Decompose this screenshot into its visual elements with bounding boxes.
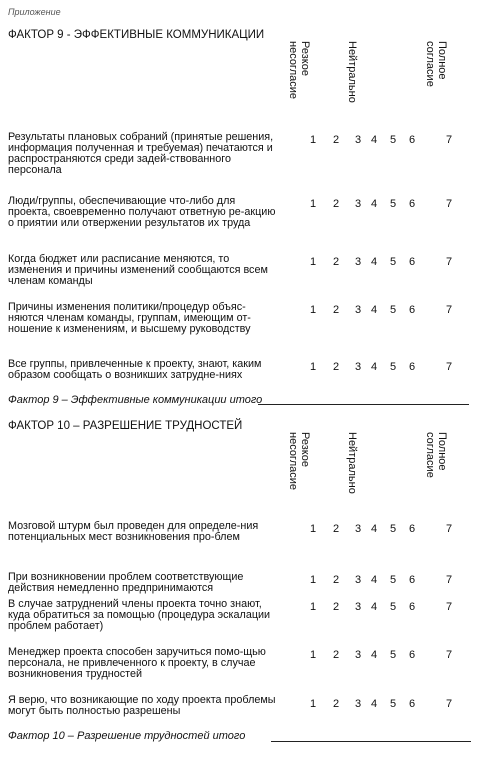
factor9-q3-scale-7[interactable]: 7 bbox=[445, 256, 453, 268]
factor9-q5-scale-2[interactable]: 2 bbox=[332, 361, 340, 373]
factor9-total-label: Фактор 9 – Эффективные коммуникации итого bbox=[8, 394, 263, 406]
factor9-header-full-agree: Полное согласие bbox=[424, 41, 448, 87]
factor10-q5-scale-4[interactable]: 4 bbox=[370, 698, 378, 710]
factor9-q2-scale-4[interactable]: 4 bbox=[370, 198, 378, 210]
factor9-question-3: Когда бюджет или расписание меняются, то изменения и причины изменений сообщаются всем членам команды bbox=[8, 253, 268, 287]
factor9-q4-scale-1[interactable]: 1 bbox=[309, 304, 317, 316]
factor9-q1-scale-4[interactable]: 4 bbox=[370, 134, 378, 146]
factor9-header-neutral: Нейтрально bbox=[346, 41, 358, 103]
factor10-header-neutral: Нейтрально bbox=[346, 432, 358, 494]
factor10-q3-scale-4[interactable]: 4 bbox=[370, 601, 378, 613]
factor10-title: ФАКТОР 10 – РАЗРЕШЕНИЕ ТРУДНОСТЕЙ bbox=[8, 420, 243, 432]
factor10-q4-scale-7[interactable]: 7 bbox=[445, 649, 453, 661]
factor9-q3-scale-1[interactable]: 1 bbox=[309, 256, 317, 268]
factor10-q2-scale-4[interactable]: 4 bbox=[370, 574, 378, 586]
factor10-question-5: Я верю, что возникающие по ходу проекта проблемы могут быть полностью разрешены bbox=[8, 694, 276, 717]
factor10-total-label: Фактор 10 – Разрешение трудностей итого bbox=[8, 730, 246, 742]
factor9-title: ФАКТОР 9 - ЭФФЕКТИВНЫЕ КОММУНИКАЦИИ bbox=[8, 29, 265, 41]
factor9-question-2: Люди/группы, обеспечивающие что-либо для проекта, своевременно получают ответную ре-акцию о приятии или отвержении результатов их труда bbox=[8, 195, 276, 229]
factor9-q1-scale-6[interactable]: 6 bbox=[408, 134, 416, 146]
factor10-q1-scale-2[interactable]: 2 bbox=[332, 523, 340, 535]
factor9-total-field[interactable] bbox=[258, 404, 469, 405]
factor9-q5-scale-6[interactable]: 6 bbox=[408, 361, 416, 373]
factor9-q3-scale-5[interactable]: 5 bbox=[389, 256, 397, 268]
factor10-q5-scale-5[interactable]: 5 bbox=[389, 698, 397, 710]
factor10-q2-scale-5[interactable]: 5 bbox=[389, 574, 397, 586]
factor9-q4-scale-3[interactable]: 3 bbox=[354, 304, 362, 316]
factor10-q1-scale-4[interactable]: 4 bbox=[370, 523, 378, 535]
factor10-question-4: Менеджер проекта способен заручиться помо-щью персонала, не привлеченного к проекту, в случае возникновения трудностей bbox=[8, 646, 266, 680]
factor10-total-field[interactable] bbox=[271, 741, 471, 742]
factor9-q3-scale-6[interactable]: 6 bbox=[408, 256, 416, 268]
factor10-q4-scale-6[interactable]: 6 bbox=[408, 649, 416, 661]
factor9-q1-scale-5[interactable]: 5 bbox=[389, 134, 397, 146]
factor9-q3-scale-4[interactable]: 4 bbox=[370, 256, 378, 268]
factor10-q2-scale-1[interactable]: 1 bbox=[309, 574, 317, 586]
factor10-q2-scale-7[interactable]: 7 bbox=[445, 574, 453, 586]
factor9-q4-scale-2[interactable]: 2 bbox=[332, 304, 340, 316]
factor9-q4-scale-4[interactable]: 4 bbox=[370, 304, 378, 316]
factor10-q2-scale-2[interactable]: 2 bbox=[332, 574, 340, 586]
factor10-q2-scale-6[interactable]: 6 bbox=[408, 574, 416, 586]
factor10-question-2: При возникновении проблем соответствующие действия немедленно предпринимаются bbox=[8, 571, 244, 594]
factor9-question-5: Все группы, привлеченные к проекту, знают, каким образом сообщать о возникших затрудне-ниях bbox=[8, 358, 262, 381]
factor10-header-strong-disagree: Резкое несогласие bbox=[287, 432, 311, 491]
factor9-q1-scale-1[interactable]: 1 bbox=[309, 134, 317, 146]
factor10-question-1: Мозговой штурм был проведен для определе-ния потенциальных мест возникновения про-блем bbox=[8, 520, 259, 543]
factor9-q5-scale-4[interactable]: 4 bbox=[370, 361, 378, 373]
factor10-q4-scale-3[interactable]: 3 bbox=[354, 649, 362, 661]
appendix-label: Приложение bbox=[8, 7, 61, 17]
factor10-q4-scale-2[interactable]: 2 bbox=[332, 649, 340, 661]
factor9-q2-scale-2[interactable]: 2 bbox=[332, 198, 340, 210]
factor10-q5-scale-3[interactable]: 3 bbox=[354, 698, 362, 710]
factor9-q5-scale-1[interactable]: 1 bbox=[309, 361, 317, 373]
factor9-q1-scale-7[interactable]: 7 bbox=[445, 134, 453, 146]
factor10-q3-scale-1[interactable]: 1 bbox=[309, 601, 317, 613]
factor10-q4-scale-1[interactable]: 1 bbox=[309, 649, 317, 661]
factor9-header-strong-disagree: Резкое несогласие bbox=[287, 41, 311, 100]
factor9-q2-scale-1[interactable]: 1 bbox=[309, 198, 317, 210]
factor10-q2-scale-3[interactable]: 3 bbox=[354, 574, 362, 586]
factor9-q1-scale-2[interactable]: 2 bbox=[332, 134, 340, 146]
factor9-q4-scale-5[interactable]: 5 bbox=[389, 304, 397, 316]
factor10-q5-scale-1[interactable]: 1 bbox=[309, 698, 317, 710]
factor9-q2-scale-3[interactable]: 3 bbox=[354, 198, 362, 210]
factor9-q5-scale-5[interactable]: 5 bbox=[389, 361, 397, 373]
factor10-q3-scale-7[interactable]: 7 bbox=[445, 601, 453, 613]
factor10-q4-scale-4[interactable]: 4 bbox=[370, 649, 378, 661]
factor10-q5-scale-7[interactable]: 7 bbox=[445, 698, 453, 710]
factor10-q5-scale-2[interactable]: 2 bbox=[332, 698, 340, 710]
factor9-q3-scale-3[interactable]: 3 bbox=[354, 256, 362, 268]
factor9-q2-scale-6[interactable]: 6 bbox=[408, 198, 416, 210]
factor10-header-full-agree: Полное согласие bbox=[424, 432, 448, 478]
factor10-q3-scale-5[interactable]: 5 bbox=[389, 601, 397, 613]
factor9-question-4: Причины изменения политики/процедур объяс-няются членам команды, группам, имеющим от-ношение к изменениям, и высшему руководству bbox=[8, 301, 251, 335]
factor10-q3-scale-2[interactable]: 2 bbox=[332, 601, 340, 613]
factor9-q3-scale-2[interactable]: 2 bbox=[332, 256, 340, 268]
factor10-q3-scale-6[interactable]: 6 bbox=[408, 601, 416, 613]
factor10-q1-scale-7[interactable]: 7 bbox=[445, 523, 453, 535]
factor10-q1-scale-1[interactable]: 1 bbox=[309, 523, 317, 535]
factor10-q1-scale-5[interactable]: 5 bbox=[389, 523, 397, 535]
factor9-question-1: Результаты плановых собраний (принятые решения, информация полученная и требуемая) печатаются и распространяются среди задей-ствованного персонала bbox=[8, 131, 274, 176]
factor9-q4-scale-7[interactable]: 7 bbox=[445, 304, 453, 316]
factor9-q2-scale-7[interactable]: 7 bbox=[445, 198, 453, 210]
factor9-q2-scale-5[interactable]: 5 bbox=[389, 198, 397, 210]
factor10-question-3: В случае затруднений члены проекта точно знают, куда обратиться за помощью (процедура эскалации проблем работает) bbox=[8, 598, 271, 632]
factor9-q1-scale-3[interactable]: 3 bbox=[354, 134, 362, 146]
factor10-q1-scale-6[interactable]: 6 bbox=[408, 523, 416, 535]
factor10-q1-scale-3[interactable]: 3 bbox=[354, 523, 362, 535]
factor9-q4-scale-6[interactable]: 6 bbox=[408, 304, 416, 316]
factor9-q5-scale-7[interactable]: 7 bbox=[445, 361, 453, 373]
factor10-q5-scale-6[interactable]: 6 bbox=[408, 698, 416, 710]
factor10-q4-scale-5[interactable]: 5 bbox=[389, 649, 397, 661]
factor10-q3-scale-3[interactable]: 3 bbox=[354, 601, 362, 613]
factor9-q5-scale-3[interactable]: 3 bbox=[354, 361, 362, 373]
